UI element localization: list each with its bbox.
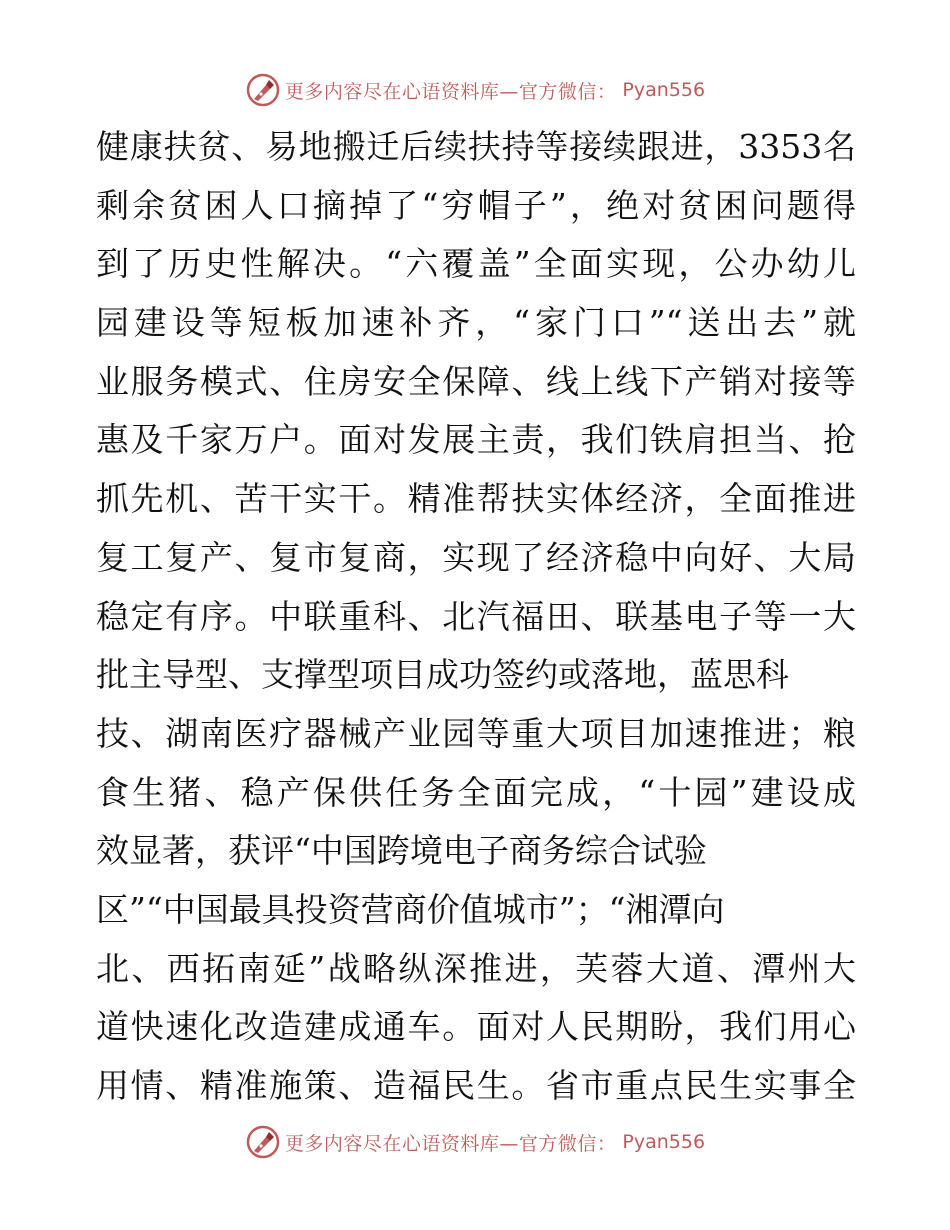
text-line: 园建设等短板加速补齐，“家门口”“送出去”就 [96, 303, 856, 343]
text-line: 用情、精准施策、造福民生。省市重点民生实事全 [96, 1066, 856, 1105]
pen-nib-logo-icon [245, 1124, 281, 1160]
watermark-text: 更多内容尽在心语资料库—官方微信： [284, 80, 617, 103]
text-line: 复工复产、复市复商，实现了经济稳中向好、大局 [96, 537, 856, 577]
watermark-contact: Pyan556 [622, 79, 706, 101]
text-line: 业服务模式、住房安全保障、线上线下产销对接等 [96, 361, 856, 401]
text-line: 食生猪、稳产保供任务全面完成，“十园”建设成 [96, 772, 856, 812]
footer-watermark [0, 1122, 950, 1162]
text-line: 批主导型、支撑型项目成功签约或落地，蓝思科 [96, 655, 789, 695]
text-line: 剩余贫困人口摘掉了“穷帽子”，绝对贫困问题得 [96, 185, 856, 225]
text-line: 稳定有序。中联重科、北汽福田、联基电子等一大 [96, 596, 856, 636]
text-line: 道快速化改造建成通车。面对人民期盼，我们用心 [96, 1007, 856, 1047]
text-line: 健康扶贫、易地搬迁后续扶持等接续跟进，3353名 [96, 127, 856, 166]
watermark-text: 更多内容尽在心语资料库—官方微信： [284, 1132, 617, 1155]
text-line: 技、湖南医疗器械产业园等重大项目加速推进；粮 [96, 713, 856, 753]
header-watermark [0, 70, 950, 110]
text-line: 惠及千家万户。面对发展主责，我们铁肩担当、抢 [96, 420, 856, 460]
pen-nib-logo-icon [245, 72, 281, 108]
document-body [96, 118, 856, 1116]
text-line: 北、西拓南延”战略纵深推进，芙蓉大道、潭州大 [96, 948, 856, 988]
text-line: 到了历史性解决。“六覆盖”全面实现，公办幼儿 [96, 244, 856, 284]
watermark-contact: Pyan556 [622, 1131, 706, 1153]
text-line: 区”“中国最具投资营商价值城市”；“湘潭向 [96, 889, 725, 929]
text-line: 抓先机、苦干实干。精准帮扶实体经济，全面推进 [96, 479, 856, 519]
text-line: 效显著，获评“中国跨境电子商务综合试验 [96, 831, 707, 871]
